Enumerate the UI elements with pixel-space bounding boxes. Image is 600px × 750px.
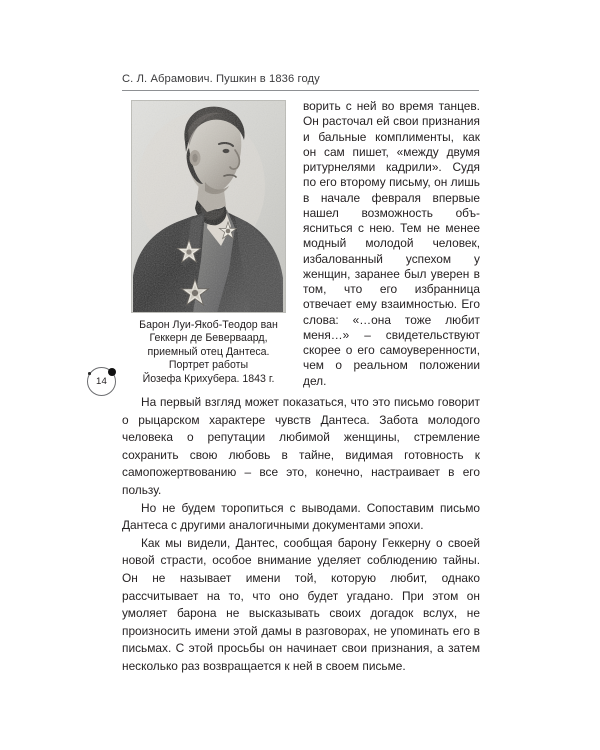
body-text (122, 394, 480, 676)
body-paragraph-2: Но не будем торопиться с выводами. Сопоставим письмо Дантеса с другими аналогичными документами эпохи. (122, 500, 480, 533)
caption-line-1: Барон Луи-Якоб-Теодор ван (139, 319, 278, 331)
running-head (122, 72, 480, 86)
top-two-column-block (122, 99, 480, 394)
side-text-column (303, 99, 480, 389)
caption-line-4: Портрет работы (168, 359, 249, 372)
caption-line-3: приемный отец Дантеса. (147, 345, 270, 358)
figure-portrait (131, 100, 286, 386)
header-rule (122, 90, 479, 91)
body-paragraph-1: На первый взгляд может показаться, что это письмо говорит о рыцарском характере чувств Дантеса. Забота молодого человека о репутации любимой женщины, стремление сохранить свою любовь в тайне, видимая готовность к самопожертвованию – все это, конечно, настраивает в его пользу. (122, 395, 480, 497)
page-number: 14 (95, 376, 108, 387)
portrait-illustration (131, 100, 286, 313)
portrait-image (131, 100, 286, 313)
figure-caption (131, 319, 286, 386)
body-paragraph-3: Как мы видели, Дантес, сообщая барону Геккерну о своей новой страсти, особое внимание уделяет соблюдению тайны. Он не называет имени той, которую любит, однако рассчитывает на то, что оно будет угадано. При этом он умоляет барона не высказывать своих догадок вслух, не произносить имени этой дамы в разговорах, не упоминать его в письмах. С этой просьбы он начинает свои признания, а затем несколько раз возвращается к ней в своем письме. (122, 535, 480, 673)
caption-line-5: Йозефа Крихубера. 1843 г. (142, 372, 275, 385)
side-column-paragraph: ворить с ней во время танцев. Он расточал ей свои признания и бальные комплименты, как он сам пишет, «между двумя ритурнелями кадрили». Судя по его второму письму, он лишь в начале февраля впервые нашел возможность объясниться с нею. Тем не менее модный молодой человек, избалованный успехом у женщин, заранее был уверен в том, что его избранница отвечает ему взаимностью. Его слова: «…она тоже любит меня…» – свидетельствуют скорее о его самоуверенности, чем о реальном положении дел. (303, 99, 480, 388)
page-number-marker (87, 367, 116, 396)
running-head-text: С. Л. Абрамович. Пушкин в 1836 году (122, 73, 320, 85)
caption-line-2: Геккерн де Беверваард, (149, 332, 268, 345)
